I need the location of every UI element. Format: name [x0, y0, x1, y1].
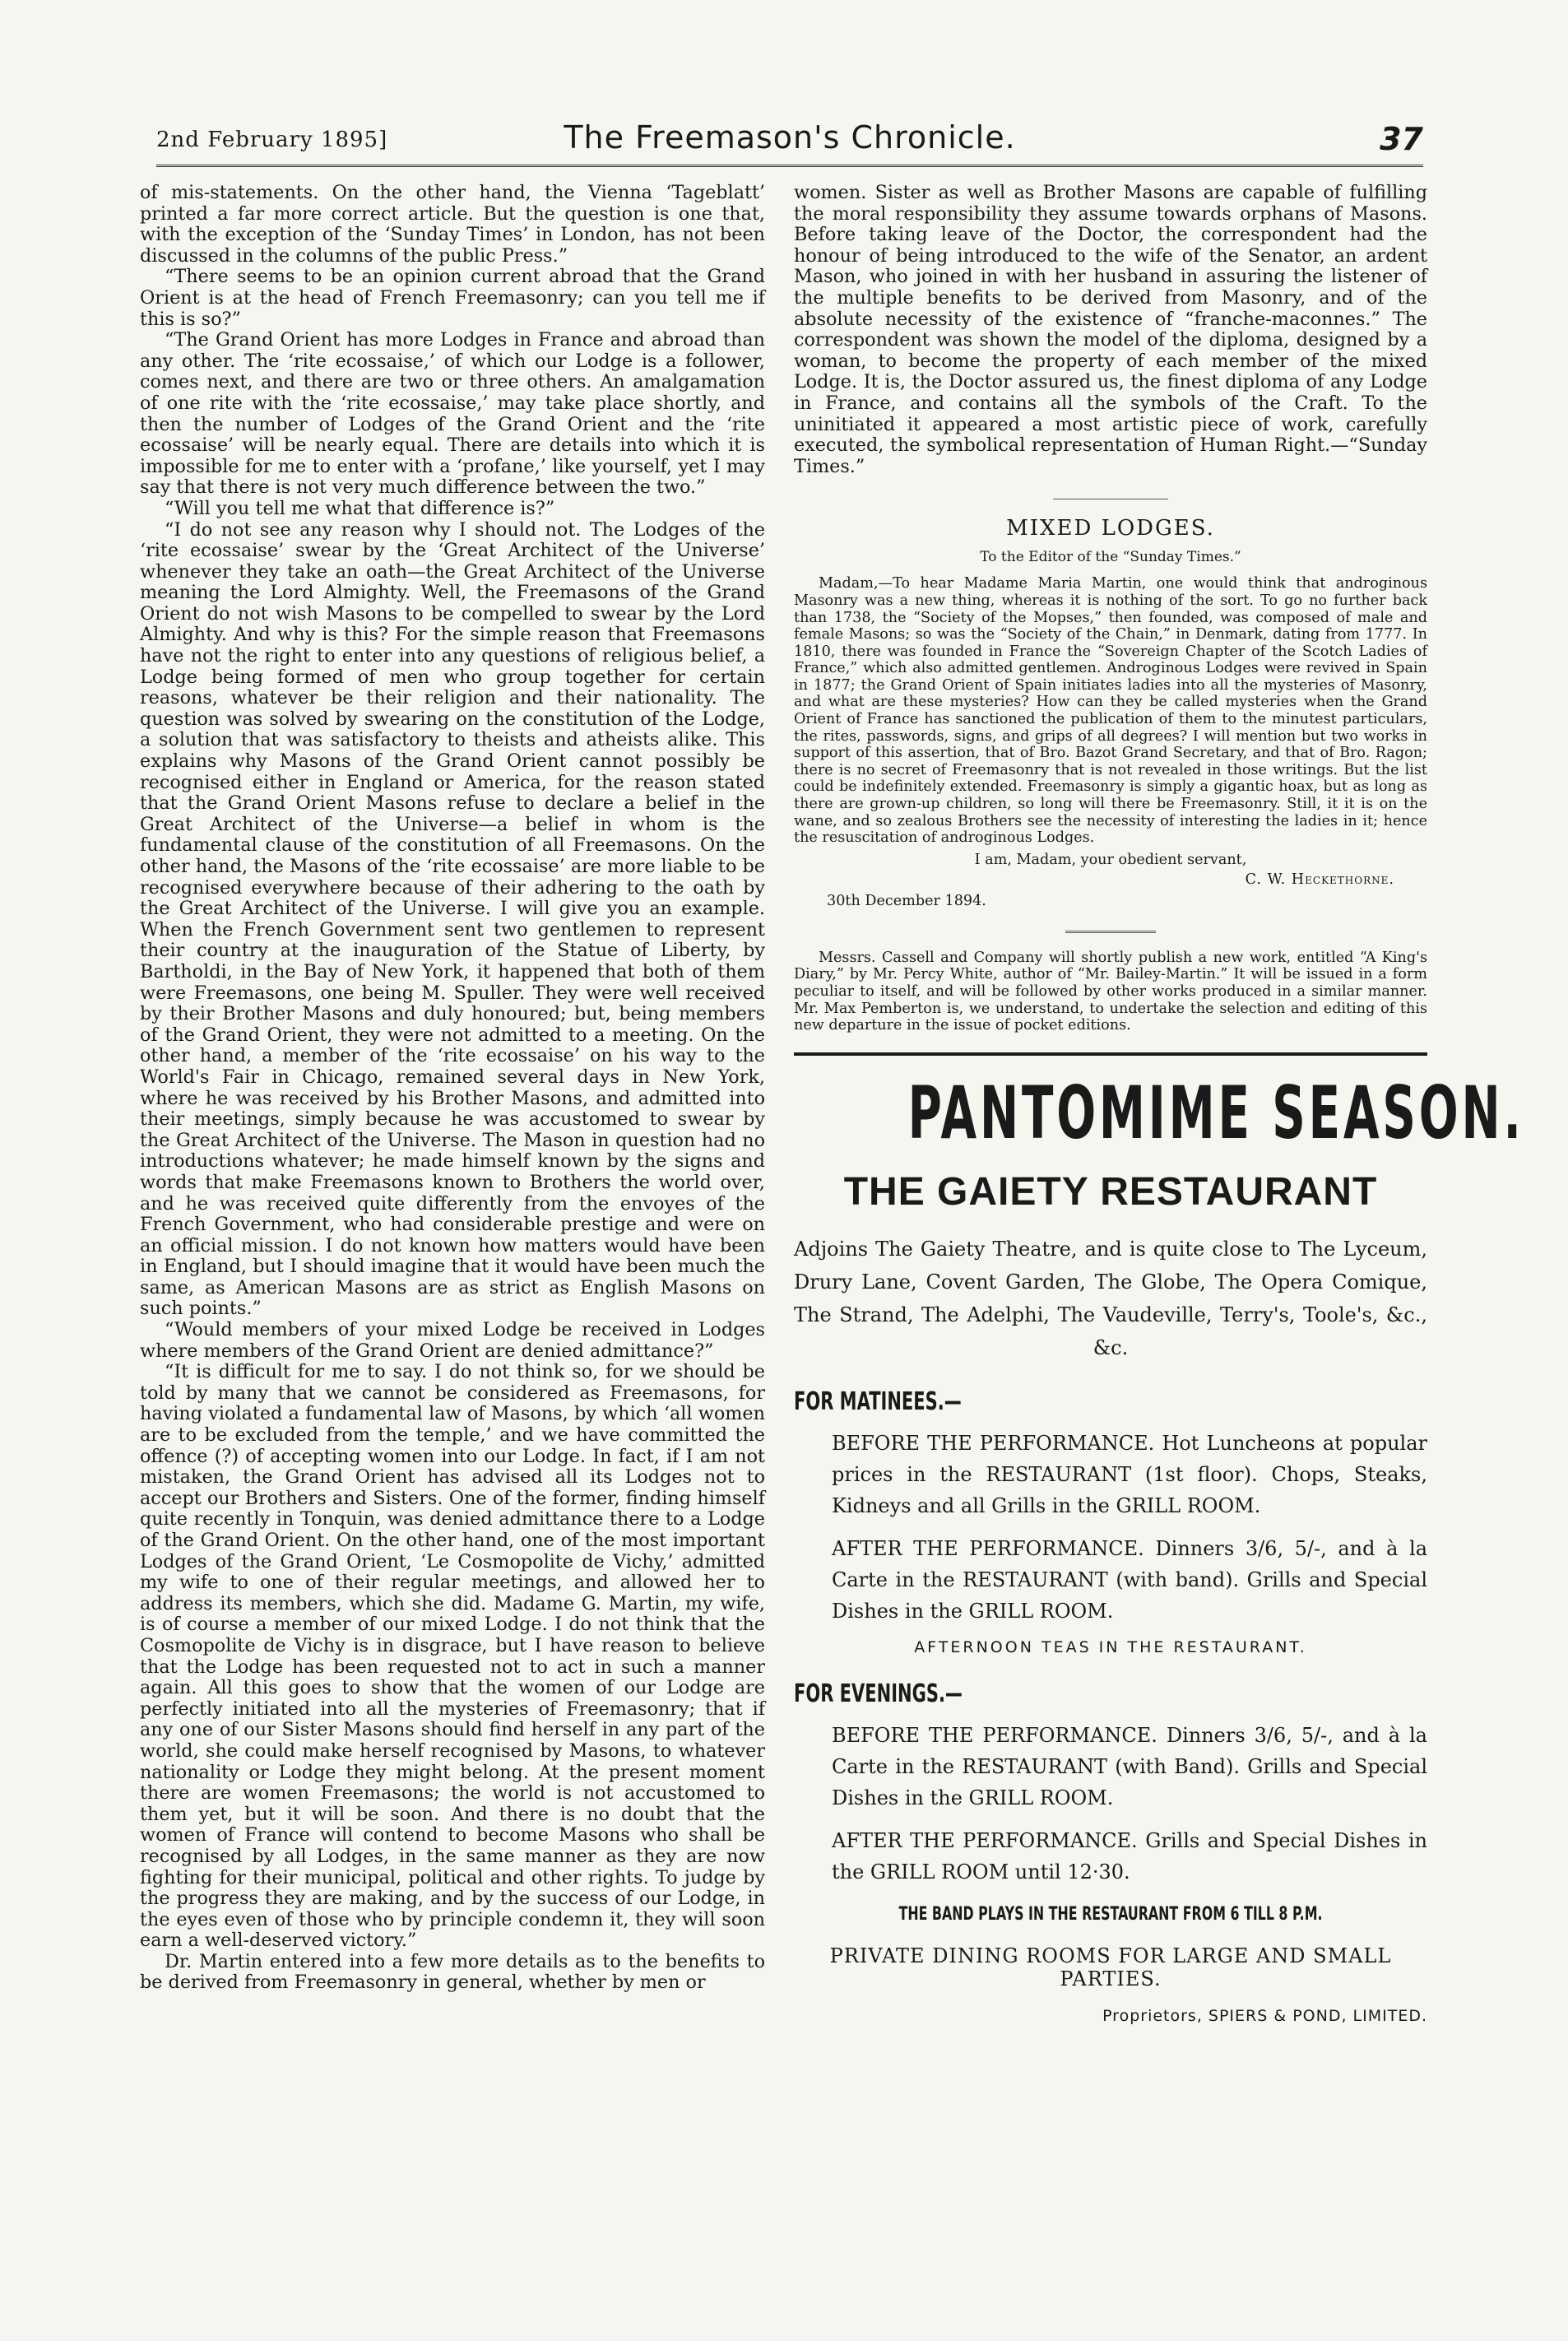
publisher-notice: Messrs. Cassell and Company will shortly publish a new work, entitled “A King's Diary,” by Mr. Percy White, author of “Mr. Bailey-Martin.” It will be issued in a form peculiar to itself, and will be followed by other works produced in a similar manner. Mr. Max Pemberton is, we understand, to undertake the selection and editing of this new departure in the issue of pocket editions. [794, 949, 1427, 1034]
issue-date: 2nd February 1895] [156, 128, 388, 152]
left-column [140, 183, 765, 1994]
masthead-title: The Freemason's Chronicle. [564, 119, 1016, 156]
proprietors-line: Proprietors, SPIERS & POND, LIMITED. [1102, 2006, 1427, 2025]
matinee-item: BEFORE THE PERFORMANCE. Hot Luncheons at popular prices in the RESTAURANT (1st floor). Chops, Steaks, Kidneys and all Grills in the GRILL ROOM. [832, 1431, 1427, 1517]
band-notice: THE BAND PLAYS IN THE RESTAURANT FROM 6 TILL 8 P.M. [898, 1903, 1323, 1925]
ad-location: Adjoins The Gaiety Theatre, and is quite close to The Lyceum, Drury Lane, Covent Garden, The Globe, The Opera Comique, The Strand, The Adelphi, The Vaudeville, Terry's, Toole's, &c., &c. [794, 1237, 1427, 1359]
evenings-heading: FOR EVENINGS.— [794, 1679, 963, 1708]
letter-addressee: To the Editor of the “Sunday Times.” [980, 549, 1241, 566]
article-paragraph: Dr. Martin entered into a few more details as to the benefits to be derived from Freemasonry in general, whether by men or [140, 1950, 765, 1994]
article-paragraph: “The Grand Orient has more Lodges in France and abroad than any other. The ‘rite ecossaise,’ of which our Lodge is a follower, comes next, and there are two or three others. An amalgamation of one rite with the ‘rite ecossaise,’ may take place shortly, and then the number of Lodges of the Grand Orient and the ‘rite ecossaise’ will be nearly equal. There are details into which it is impossible for me to enter with a ‘profane,’ like yourself, yet I may say that there is not very much difference between the two.” [140, 329, 765, 499]
page-number: 37 [1380, 121, 1423, 157]
right-column [794, 182, 1524, 2025]
matinee-item: AFTER THE PERFORMANCE. Dinners 3/6, 5/-, and à la Carte in the RESTAURANT (with band). Grills and Special Dishes in the GRILL ROOM. [832, 1536, 1427, 1623]
evening-item: BEFORE THE PERFORMANCE. Dinners 3/6, 5/-, and à la Carte in the RESTAURANT (with Band). Grills and Special Dishes in the GRILL ROOM. [832, 1723, 1427, 1809]
article-paragraph: “There seems to be an opinion current abroad that the Grand Orient is at the head of French Freemasonry; can you tell me if this is so?” [140, 266, 765, 330]
article-paragraph: “Would members of your mixed Lodge be received in Lodges where members of the Grand Orient are denied admittance?” [140, 1319, 765, 1362]
letter-closing: I am, Madam, your obedient servant, [974, 851, 1247, 868]
section-divider [1065, 931, 1156, 933]
ad-subhead: THE GAIETY RESTAURANT [843, 1169, 1378, 1214]
article-continuation: women. Sister as well as Brother Masons are capable of fulfilling the moral responsibility they assume towards orphans of Masons. Before taking leave of the Doctor, the correspondent had the honour of being introduced to the wife of the Senator, an ardent Mason, who joined in with her husband in assuring the listener of the multiple benefits to be derived from Masonry, and of the absolute necessity of the existence of “franche-maconnes.” The correspondent was shown the model of the diploma, designed by a woman, to become the property of each member of the mixed Lodge. It is, the Doctor assured us, the finest diploma of any Lodge in France, and contains all the symbols of the Craft. To the uninitiated it appeared a most artistic piece of work, carefully executed, the symbolical representation of Human Right.—“Sunday Times.” [794, 182, 1427, 477]
article-paragraph: of mis-statements. On the other hand, the Vienna ‘Tageblatt’ printed a far more correct article. But the question is one that, with the exception of the ‘Sunday Times’ in London, has not been discussed in the columns of the public Press.” [140, 182, 765, 267]
evening-item: AFTER THE PERFORMANCE. Grills and Special Dishes in the GRILL ROOM until 12·30. [832, 1828, 1427, 1883]
article-paragraph: “I do not see any reason why I should not. The Lodges of the ‘rite ecossaise’ swear by the ‘Great Architect of the Universe’ whenever they take an oath—the Great Architect of the Universe meaning the Lord Almighty. Well, the Freemasons of the Grand Orient do not wish Masons to be compelled to swear by the Lord Almighty. And why is this? For the simple reason that Freemasons have not the right to enter into any questions of religious belief, a Lodge being formed of men who group together for certain reasons, whatever be their religion and their nationality. The question was solved by swearing on the constitution of the Lodge, a solution that was satisfactory to theists and atheists alike. This explains why Masons of the Grand Orient cannot possibly be recognised either in England or America, for the reason stated that the Grand Orient Masons refuse to declare a belief in the Great Architect of the Universe—a belief in whom is the fundamental clause of the constitution of all Freemasons. On the other hand, the Masons of the ‘rite ecossaise’ are more liable to be recognised everywhere because of their adhering to the oath by the Great Architect of the Universe. I will give you an example. When the French Government sent two gentlemen to represent their country at the inauguration of the Statue of Liberty, by Bartholdi, in the Bay of New York, it happened that both of them were Freemasons, one being M. Spuller. They were well received by their Brother Masons and duly honoured; but, being members of the Grand Orient, they were not admitted to a meeting. On the other hand, a member of the ‘rite ecossaise’ on his way to the World's Fair in Chicago, remained several days in New York, where he was received by his Brother Masons, and admitted into their meetings, simply because he was accustomed to swear by the Great Architect of the Universe. The Mason in question had no introductions whatever; he made himself known by the signs and words that make Freemasons known to Brothers the world over, and he was received quite differently from the envoyes of the French Government, who had considerable prestige and were on an official mission. I do not known how matters would have been in England, but I should imagine that it would have been much the same, as American Masons are as strict as English Masons on such points.” [140, 518, 765, 1320]
page-header [156, 119, 1423, 160]
letter-date: 30th December 1894. [827, 892, 986, 909]
private-rooms-line: PRIVATE DINING ROOMS FOR LARGE AND SMALL PARTIES. [829, 1944, 1392, 1990]
article-paragraph: “It is difficult for me to say. I do not think so, for we should be told by many that we cannot be considered as Freemasons, for having violated a fundamental law of Masons, by which ‘all women are to be excluded from the temple,’ and we have committed the offence (?) of accepting women into our Lodge. In fact, if I am not mistaken, the Grand Orient has advised all its Lodges not to accept our Brothers and Sisters. One of the former, finding himself quite recently in Tonquin, was denied admittance there to a Lodge of the Grand Orient. On the other hand, one of the most important Lodges of the Grand Orient, ‘Le Cosmopolite de Vichy,’ admitted my wife to one of their regular meetings, and allowed her to address its members, which she did. Madame G. Martin, my wife, is of course a member of our mixed Lodge. I do not think that the Cosmopolite de Vichy is in disgrace, but I have reason to believe that the Lodge has been requested not to act in such a manner again. All this goes to show that the women of our Lodge are perfectly initiated into all the mysteries of Freemasonry; that if any one of our Sister Masons should find herself in any part of the world, she could make herself recognised by Masons, to whatever nationality or Lodge they might belong. At the present moment there are women Freemasons; the world is not accustomed to them yet, but it will be soon. And there is no doubt that the women of France will contend to become Masons who shall be recognised by all Lodges, in the same manner as they are now fighting for their municipal, political and other rights. To judge by the progress they are making, and by the success of our Lodge, in the eyes even of those who by principle condemn it, they will soon earn a well-deserved victory.” [140, 1361, 765, 1952]
letter-body: Madam,—To hear Madame Maria Martin, one would think that androginous Masonry was a new thing, whereas it is nothing of the sort. To go no further back than 1738, the “Society of the Mopses,” then founded, was composed of male and female Masons; so was the “Society of the Chain,” in Denmark, dating from 1777. In 1810, there was founded in France the “Sovereign Chapter of the Scotch Ladies of France,” which also admitted gentlemen. Androginous Lodges were revived in Spain in 1877; the Grand Orient of Spain initiates ladies into all the mysteries of Masonry, and what are these mysteries? How can they be called mysteries when the Grand Orient of France has sanctioned the publication of them to the minutest particulars, the rites, passwords, signs, and grips of all degrees? I will mention but two works in support of this assertion, that of Bro. Bazot Grand Secretary, and that of Bro. Ragon; there is no secret of Freemasonry that is not revealed in those writings. But the list could be indefinitely extended. Freemasonry is simply a gigantic hoax, but as long as there are grown-up children, so long will there be Freemasonry. Still, it it is on the wane, and so zealous Brothers see the necessity of interesting the ladies in it; hence the resuscitation of androginous Lodges. [794, 575, 1427, 847]
article-paragraph: “Will you tell me what that difference is?” [165, 497, 555, 519]
restaurant-advertisement [794, 1070, 1524, 2025]
afternoon-teas-line: AFTERNOON TEAS IN THE RESTAURANT. [914, 1637, 1307, 1656]
letter-signature: C. W. Heckethorne. [1245, 871, 1394, 888]
matinees-heading: FOR MATINEES.— [794, 1386, 962, 1416]
header-rule [156, 165, 1423, 167]
letter-title: MIXED LODGES. [1006, 516, 1215, 541]
ad-headline: PANTOMIME SEASON. [907, 1070, 1524, 1155]
advertisement-rule [794, 1052, 1427, 1056]
